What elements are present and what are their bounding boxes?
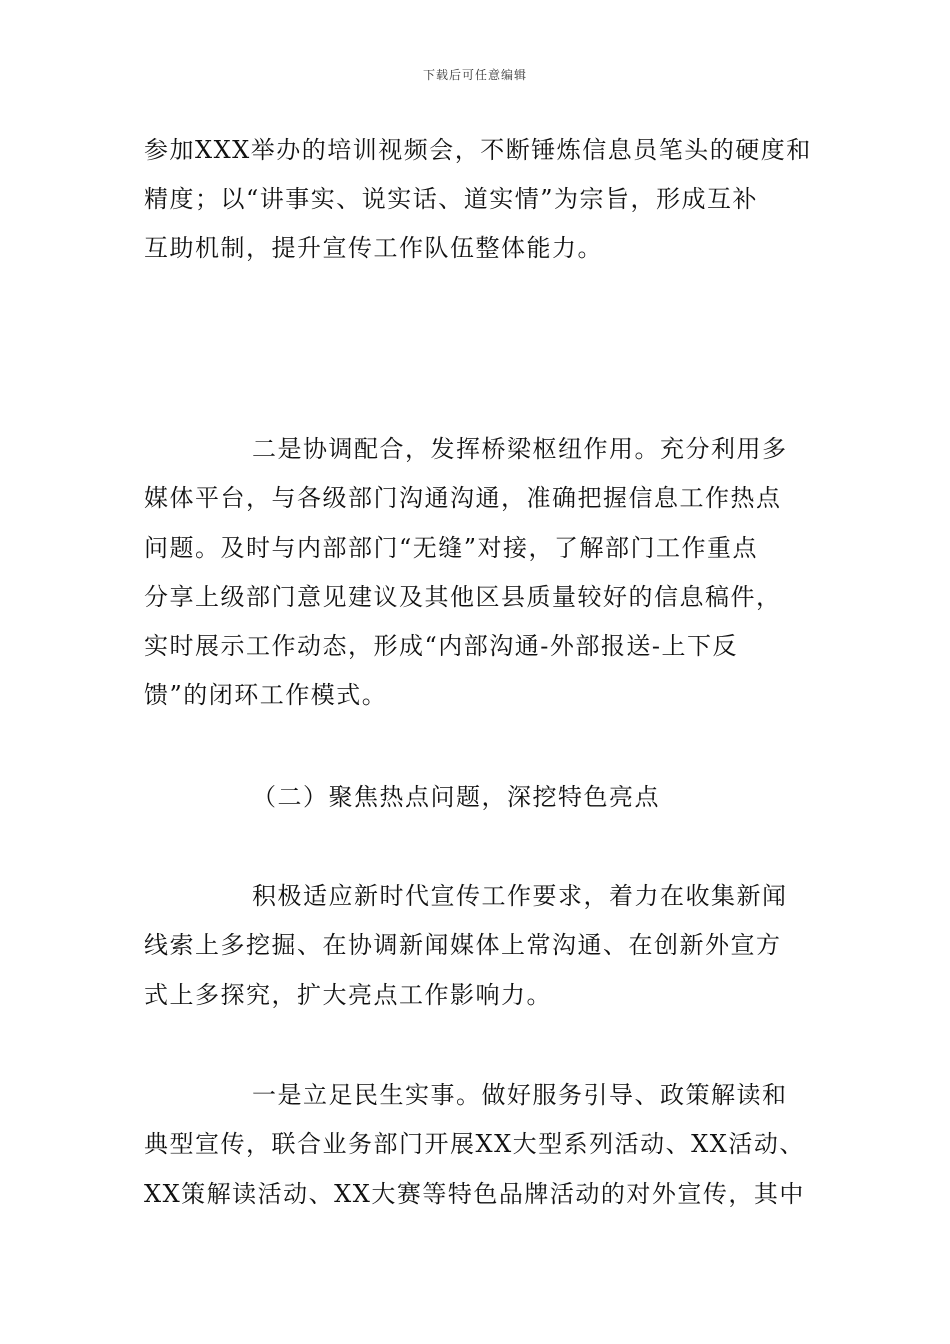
- text-line: XX策解读活动、XX大赛等特色品牌活动的对外宣传，其中: [144, 1180, 805, 1208]
- section-heading-text: （二）聚焦热点问题，深挖特色亮点: [252, 783, 660, 811]
- text-line: 实时展示工作动态，形成“内部沟通-外部报送-上下反: [144, 632, 738, 660]
- text-line: 参加XXX举办的培训视频会，不断锤炼信息员笔头的硬度和: [144, 136, 812, 164]
- text-line: 馈”的闭环工作模式。: [144, 681, 388, 709]
- text-line: 互助机制，提升宣传工作队伍整体能力。: [144, 234, 603, 262]
- text-line: 二是协调配合，发挥桥梁枢纽作用。充分利用多: [252, 435, 788, 463]
- text-line: 线索上多挖掘、在协调新闻媒体上常沟通、在创新外宣方: [144, 931, 782, 959]
- text-line: 式上多探究，扩大亮点工作影响力。: [144, 981, 552, 1009]
- text-line: 精度；以“讲事实、说实话、道实情”为宗旨，形成互补: [144, 185, 759, 213]
- text-line: 问题。及时与内部部门“无缝”对接，了解部门工作重点: [144, 534, 759, 562]
- text-line: 分享上级部门意见建议及其他区县质量较好的信息稿件，: [144, 583, 782, 611]
- text-line: 一是立足民生实事。做好服务引导、政策解读和: [252, 1081, 788, 1109]
- text-line: 典型宣传，联合业务部门开展XX大型系列活动、XX活动、: [144, 1130, 805, 1158]
- text-line: 积极适应新时代宣传工作要求，着力在收集新闻: [252, 882, 788, 910]
- text-line: 媒体平台，与各级部门沟通沟通，准确把握信息工作热点: [144, 484, 782, 512]
- page-header-note: 下载后可任意编辑: [422, 68, 527, 82]
